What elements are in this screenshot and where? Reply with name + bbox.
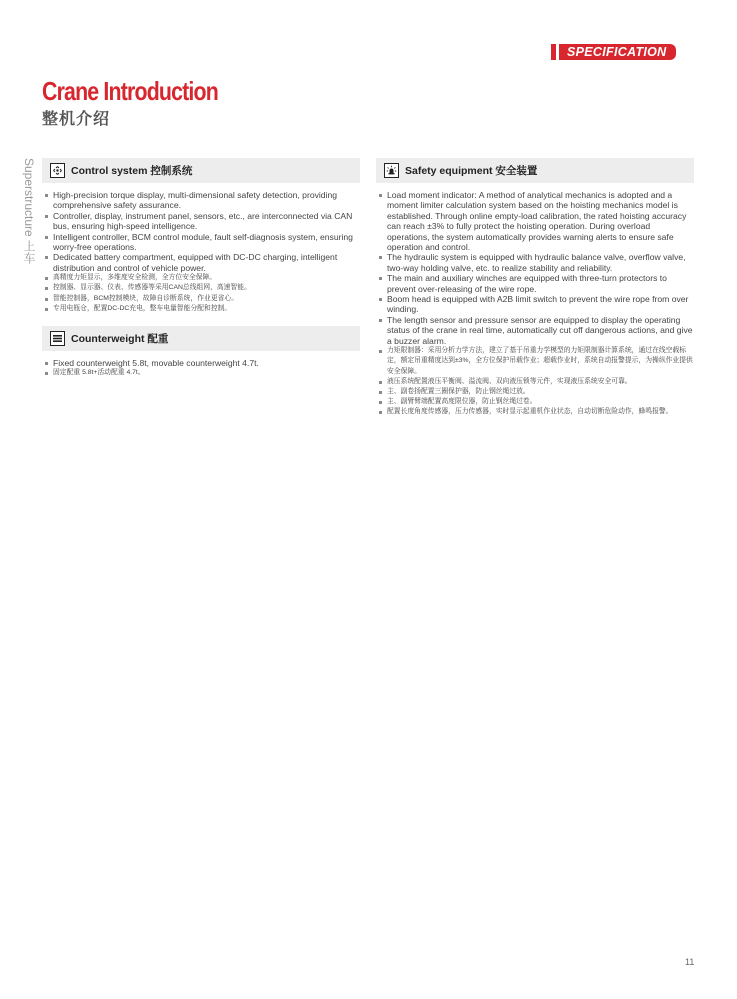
list-item: Fixed counterweight 5.8t, movable counterweight 4.7t. (42, 358, 360, 368)
badge-bar (551, 44, 556, 60)
page-subtitle: 整机介绍 (42, 111, 111, 128)
safety-equipment-list (376, 190, 694, 418)
side-label: Superstructure 上车 (22, 158, 36, 265)
right-column (376, 158, 694, 418)
list-item: 主、副臂臂端配置高度限位器，防止钢丝绳过卷。 (376, 397, 694, 407)
list-item: 高精度力矩显示，多维度安全检测，全方位安全保障。 (42, 273, 360, 283)
safety-equipment-header (376, 158, 694, 183)
list-item: Controller, display, instrument panel, sensors, etc., are interconnected via CAN bus, ensuring high-speed intelligence. (42, 211, 360, 232)
counterweight-header (42, 326, 360, 351)
safety-equipment-title: Safety equipment 安全装置 (405, 165, 538, 177)
counterweight-icon (50, 331, 65, 346)
control-system-header (42, 158, 360, 183)
page-title: Crane Introduction (42, 76, 218, 106)
list-item: 智能控制器，BCM控制模块，故障自诊断系统，作业更省心。 (42, 294, 360, 304)
list-item: Boom head is equipped with A2B limit switch to prevent the wire rope from over winding. (376, 294, 694, 315)
list-item: The length sensor and pressure sensor are equipped to display the operating status of the crane in real time, automatically cut off dangerous actions, and give a buzzer alarm. (376, 315, 694, 346)
list-item: Dedicated battery compartment, equipped with DC-DC charging, intelligent distribution and control of vehicle power. (42, 252, 360, 273)
list-item: High-precision torque display, multi-dimensional safety detection, providing comprehensive safety assurance. (42, 190, 360, 211)
list-item: 液压系统配置液压平衡阀、溢流阀、双向液压锁等元件，实现液压系统安全可靠。 (376, 377, 694, 387)
list-item: 力矩限制器：采用分析力学方法，建立了基于吊重力学模型的力矩限制器计算系统，通过在线空载标定，额定吊重精度达到±3%，全方位保护吊载作业；超载作业时，系统自动报警提示，为操纵作业提供安全保障。 (376, 346, 694, 377)
control-system-list (42, 190, 360, 314)
page-number: 11 (685, 957, 695, 967)
list-item: 配置长度角度传感器，压力传感器，实时显示起重机作业状态，自动切断危险动作，蜂鸣报警。 (376, 407, 694, 417)
list-item: Load moment indicator: A method of analytical mechanics is adopted and a moment limiter calculation system based on the hoisting mechanics model is established. Through online empty-load calibration, the rated hoisting accuracy can reach ±3% to fully protect the hoisting operation. During overload operations, the system automatically provides warning alerts to ensure safe operation and control. (376, 190, 694, 252)
list-item: The main and auxiliary winches are equipped with three-turn protectors to prevent over-releasing of the wire rope. (376, 273, 694, 294)
badge-label: SPECIFICATION (559, 44, 676, 60)
list-item: The hydraulic system is equipped with hydraulic balance valve, overflow valve, two-way holding valve, etc. to realize stability and reliability. (376, 252, 694, 273)
list-item: 固定配重 5.8t+活动配重 4.7t。 (42, 368, 360, 378)
counterweight-title: Counterweight 配重 (71, 333, 169, 346)
list-item: 专用电瓶仓，配置DC-DC充电，整车电量智能分配和控制。 (42, 304, 360, 314)
control-system-title: Control system 控制系统 (71, 165, 193, 177)
safety-light-icon (384, 163, 399, 178)
specification-badge (551, 44, 676, 60)
control-system-icon (50, 163, 65, 178)
list-item: 控制器、显示器、仪表、传感器等采用CAN总线组网，高速智能。 (42, 283, 360, 293)
counterweight-list (42, 358, 360, 379)
left-column (42, 158, 360, 379)
list-item: Intelligent controller, BCM control module, fault self-diagnosis system, ensuring worry-free operations. (42, 232, 360, 253)
list-item: 主、副卷扬配置三圈保护器，防止钢丝绳过放。 (376, 387, 694, 397)
